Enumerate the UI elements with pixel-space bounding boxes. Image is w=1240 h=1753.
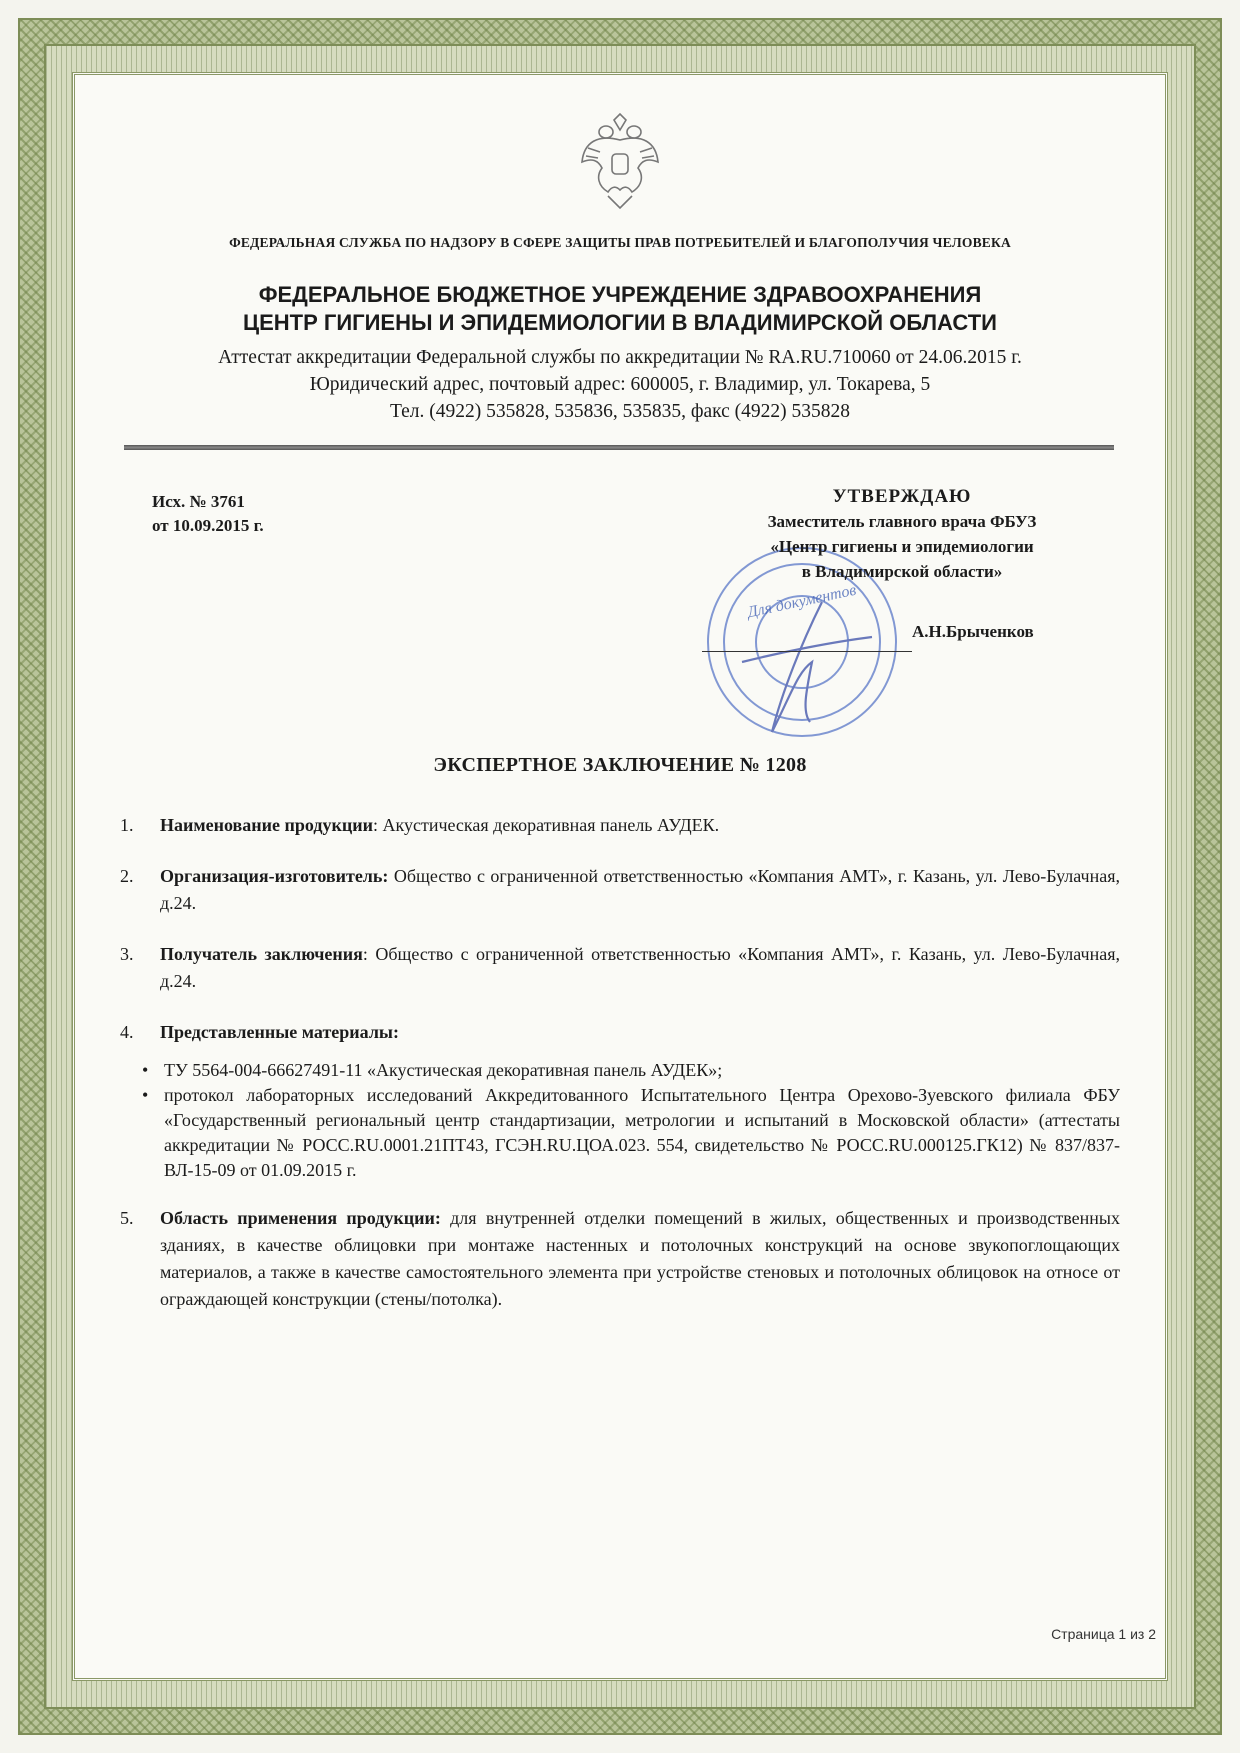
item-text: Общество с ограниченной ответственностью «Компания АМТ», г. Казань, ул. Лево-Булачная, д.24. [160,944,1120,991]
material-text: ТУ 5564-004-66627491-11 «Акустическая декоративная панель АУДЕК»; [164,1060,723,1080]
item-label: Получатель заключения [160,944,363,964]
signer-name: А.Н.Брыченков [912,622,1034,641]
outgoing-date: от 10.09.2015 г. [152,516,264,535]
item-number: 4. [120,1022,134,1042]
list-item [120,941,1120,995]
approval-block [682,484,1122,584]
item-number: 3. [120,944,134,964]
approval-line1: Заместитель главного врача ФБУЗ [767,512,1037,531]
conclusion-items [120,812,1120,1337]
item-label: Область применения продукции: [160,1208,441,1228]
header-divider [124,445,1114,450]
list-item [120,1019,1120,1046]
item-separator: : [362,944,376,964]
document-content [72,72,1168,1681]
item-text: Акустическая декоративная панель АУДЕК. [382,815,720,835]
coat-of-arms-icon [578,112,662,212]
page-number: Страница 1 из 2 [1051,1626,1156,1642]
item-label: Наименование продукции [160,815,373,835]
item-text: для внутренней отделки помещений в жилых, общественных и производственных зданиях, в качестве облицовки при монтаже настенных и потолочных конструкций на основе звукопоглощающих материалов, а также в качестве самостоятельного элемента при устройстве стеновых и потолочных облицовок на относе от ограждающей конструкции (стены/потолка). [160,1208,1121,1309]
list-item [142,1083,1120,1183]
address-line: Юридический адрес, почтовый адрес: 600005, г. Владимир, ул. Токарева, 5 [309,374,931,395]
bullet-icon: • [142,1085,149,1105]
stamp-text: Для документов [746,581,858,622]
agency-name: ФЕДЕРАЛЬНАЯ СЛУЖБА ПО НАДЗОРУ В СФЕРЕ ЗАЩИТЫ ПРАВ ПОТРЕБИТЕЛЕЙ И БЛАГОПОЛУЧИЯ ЧЕЛОВЕКА [229,235,1011,250]
outgoing-number: Исх. № 3761 [152,492,245,511]
item-separator: : [372,815,383,835]
material-text: протокол лабораторных исследований Аккредитованного Испытательного Центра Орехово-Зуевского филиала ФБУ «Государственный региональный центр стандартизации, метрологии и испытаний в Московской области» (аттестаты аккредитации № РОСС.RU.0001.21ПТ43, ГСЭН.RU.ЦОА.023. 554, свидетельство № РОСС.RU.000125.ГК12) № 837/837-ВЛ-15-09 от 01.09.2015 г. [164,1085,1120,1180]
item-separator [441,1208,450,1228]
list-item [142,1058,1120,1083]
approval-line3: в Владимирской области» [801,562,1003,581]
item-number: 5. [120,1208,134,1228]
bullet-icon: • [142,1060,149,1080]
signature-line [702,651,912,652]
accreditation-line: Аттестат аккредитации Федеральной службы по аккредитации № RA.RU.710060 от 24.06.2015 г. [218,347,1022,368]
list-item [120,863,1120,917]
item-label: Организация-изготовитель: [160,866,389,886]
approval-line2: «Центр гигиены и эпидемиологии [770,537,1034,556]
item-number: 1. [120,815,134,835]
item-text: Общество с ограниченной ответственностью «Компания АМТ», г. Казань, ул. Лево-Булачная, д.24. [160,866,1121,913]
list-item [120,1205,1120,1313]
organization-name-line2: ЦЕНТР ГИГИЕНЫ И ЭПИДЕМИОЛОГИИ В ВЛАДИМИРСКОЙ ОБЛАСТИ [243,310,997,335]
item-number: 2. [120,866,134,886]
organization-name-line1: ФЕДЕРАЛЬНОЕ БЮДЖЕТНОЕ УЧРЕЖДЕНИЕ ЗДРАВООХРАНЕНИЯ [258,282,982,307]
document-title: ЭКСПЕРТНОЕ ЗАКЛЮЧЕНИЕ № 1208 [433,754,807,776]
materials-list [142,1058,1120,1183]
list-item [120,812,1120,839]
item-label: Представленные материалы: [160,1022,399,1042]
phone-line: Тел. (4922) 535828, 535836, 535835, факс (4922) 535828 [389,401,851,422]
approval-heading: УТВЕРЖДАЮ [832,486,972,507]
outgoing-reference [152,490,264,538]
